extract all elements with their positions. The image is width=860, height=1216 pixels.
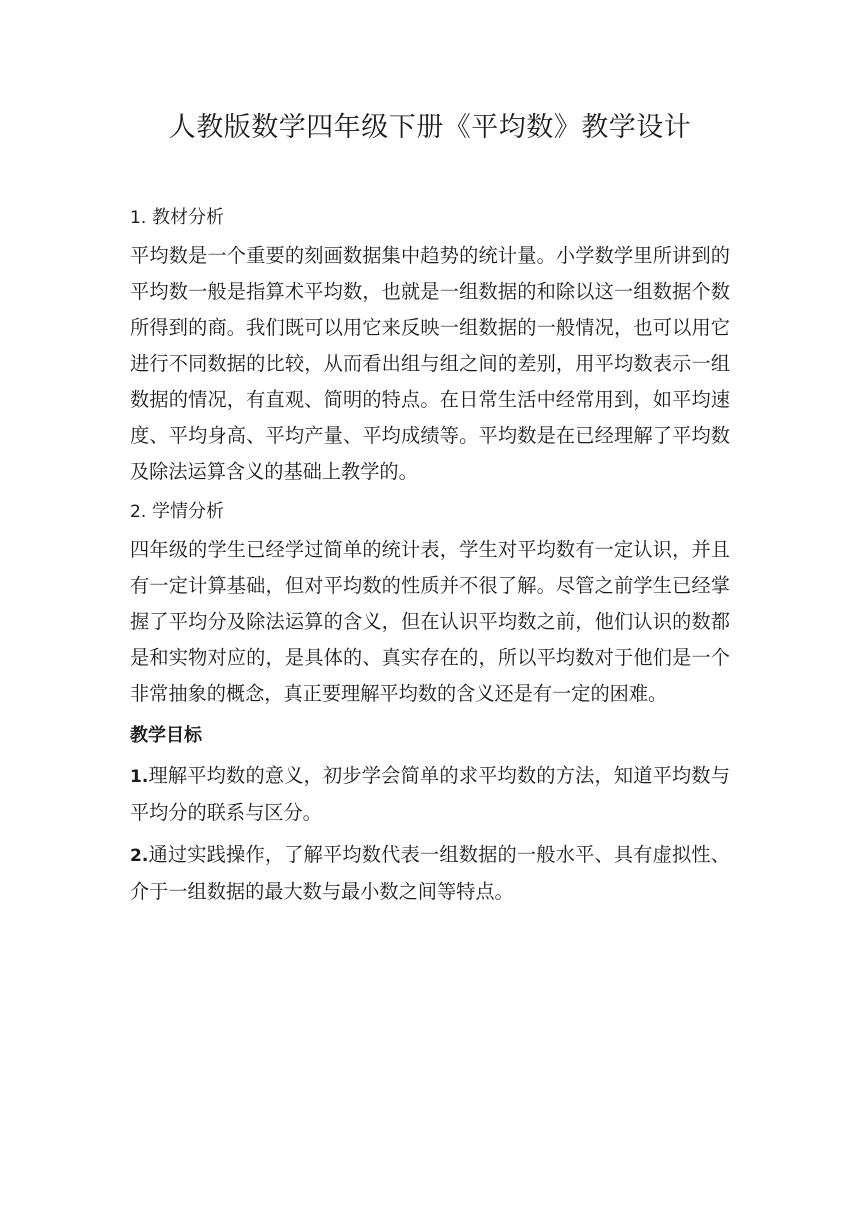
goal-text: 理解平均数的意义，初步学会简单的求平均数的方法，知道平均数与平均分的联系与区分。 [130, 764, 730, 824]
document-body [130, 200, 730, 910]
document-title: 人教版数学四年级下册《平均数》教学设计 [168, 112, 692, 143]
section-title: 教材分析 [151, 207, 224, 228]
goal-item [130, 837, 730, 910]
goal-number: 1. [130, 767, 149, 787]
goal-text: 通过实践操作，了解平均数代表一组数据的一般水平、具有虚拟性、介于一组数据的最大数与最小数之间等特点。 [130, 843, 730, 903]
goal-number: 2. [130, 846, 149, 866]
goals-heading: 教学目标 [130, 725, 202, 746]
section-number: 2. [130, 502, 147, 522]
section-paragraph-textbook-analysis: 平均数是一个重要的刻画数据集中趋势的统计量。小学数学里所讲到的平均数一般是指算术平均数，也就是一组数据的和除以这一组数据个数所得到的商。我们既可以用它来反映一组数据的一般情况，也可以用它进行不同数据的比较，从而看出组与组之间的差别，用平均数表示一组数据的情况，有直观、简明的特点。在日常生活中经常用到，如平均速度、平均身高、平均产量、平均成绩等。平均数是在已经理解了平均数及除法运算含义的基础上教学的。 [130, 244, 730, 483]
section-paragraph-student-analysis: 四年级的学生已经学过简单的统计表，学生对平均数有一定认识，并且有一定计算基础，但对平均数的性质并不很了解。尽管之前学生已经掌握了平均分及除法运算的含义，但在认识平均数之前，他们认识的数都是和实物对应的，是具体的、真实存在的，所以平均数对于他们是一个非常抽象的概念，真正要理解平均数的含义还是有一定的困难。 [130, 538, 730, 705]
section-title: 学情分析 [151, 501, 224, 522]
section-number: 1. [130, 208, 147, 228]
section-heading-student-analysis [130, 494, 730, 530]
section-heading-textbook-analysis [130, 200, 730, 236]
goal-item [130, 758, 730, 831]
